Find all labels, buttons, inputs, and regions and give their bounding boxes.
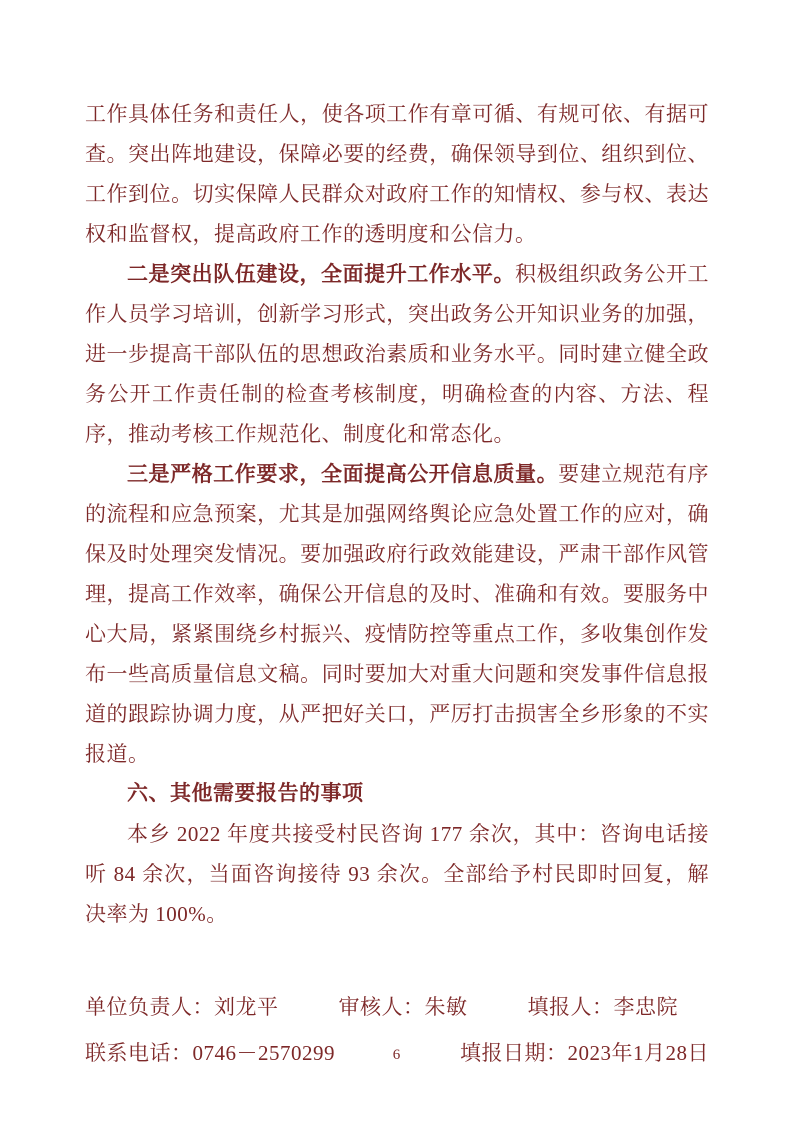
document-body <box>85 94 709 1076</box>
paragraph-statistics: 本乡 2022 年度共接受村民咨询 177 余次，其中：咨询电话接听 84 余次，当面咨询接待 93 余次。全部给予村民即时回复，解决率为 100%。 <box>85 822 709 926</box>
reviewer-person: 审核人：朱敏 <box>338 995 468 1019</box>
signature-row-1 <box>85 984 709 1030</box>
paragraph-body-text: 积极组织政务公开工作人员学习培训，创新学习形式，突出政务公开知识业务的加强，进一步提高干部队伍的思想政治素质和业务水平。同时建立健全政务公开工作责任制的检查考核制度，明确检查的内容、方法、程序，推动考核工作规范化、制度化和常态化。 <box>85 262 710 446</box>
section-heading-six: 六、其他需要报告的事项 <box>127 782 364 805</box>
paragraph-point-two <box>85 254 709 454</box>
page-number: 6 <box>392 1047 401 1063</box>
paragraph-lead-bold: 三是严格工作要求，全面提高公开信息质量。 <box>127 462 559 486</box>
paragraph-continuation: 工作具体任务和责任人，使各项工作有章可循、有规可依、有据可查。突出阵地建设，保障必要的经费，确保领导到位、组织到位、工作到位。切实保障人民群众对政府工作的知情权、参与权、表达权和监督权，提高政府工作的透明度和公信力。 <box>85 102 709 246</box>
paragraph-lead-bold: 二是突出队伍建设，全面提升工作水平。 <box>127 262 516 286</box>
paragraph-point-three <box>85 454 709 774</box>
responsible-person: 单位负责人：刘龙平 <box>85 995 279 1019</box>
filing-date: 填报日期：2023年1月28日 <box>460 1041 709 1065</box>
paragraph-body-text: 要建立规范有序的流程和应急预案，尤其是加强网络舆论应急处置工作的应对，确保及时处理突发情况。要加强政府行政效能建设，严肃干部作风管理，提高工作效率，确保公开信息的及时、准确和有效。要服务中心大局，紧紧围绕乡村振兴、疫情防控等重点工作，多收集创作发布一些高质量信息文稿。同时要加大对重大问题和突发事件信息报道的跟踪协调力度，从严把好关口，严厉打击损害全乡形象的不实报道。 <box>85 462 710 766</box>
filler-person: 填报人：李忠院 <box>527 995 678 1019</box>
contact-phone: 联系电话：0746－2570299 <box>85 1041 335 1065</box>
